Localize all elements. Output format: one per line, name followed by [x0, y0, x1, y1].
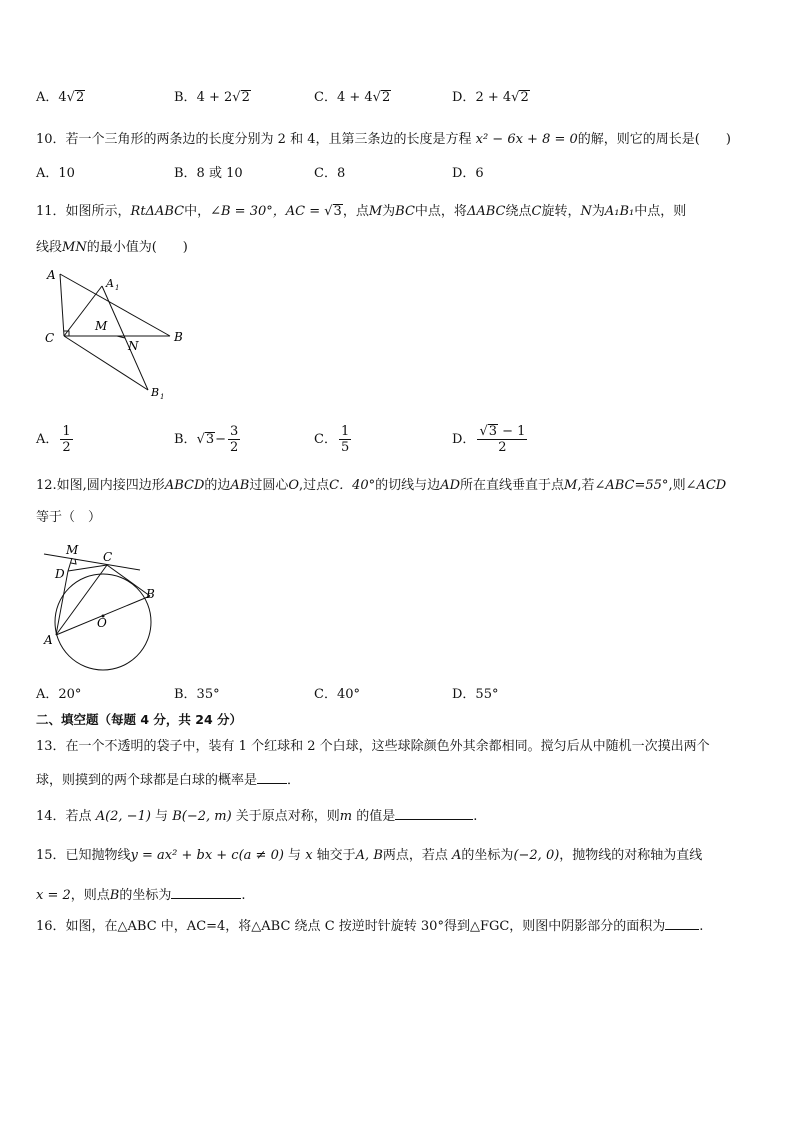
q11-stem-line1: 11．如图所示，RtΔABC中，∠B = 30°，AC = √3，点M为BC中点，将ΔABC绕点C旋转，N为A₁B₁中点，则 [36, 204, 687, 219]
q12-seg-cb [107, 565, 150, 596]
q12-label-d: D [55, 567, 65, 581]
q10-option-a[interactable]: A．10 [36, 166, 75, 181]
q9-options [36, 86, 756, 110]
q11-option-c[interactable]: C． $\frac{1}{5}$ [314, 424, 350, 455]
q12-label-m: M [66, 543, 79, 557]
q11-label-a1: A [106, 277, 114, 290]
q10-stem: 10．若一个三角形的两条边的长度分别为 2 和 4，且第三条边的长度是方程 x² − 6x + 8 = 0的解，则它的周长是( ) [36, 132, 731, 147]
q13-stem-line2: 球，则摸到的两个球都是白球的概率是 ． [36, 769, 300, 791]
q12-option-a[interactable]: A．20° [36, 687, 82, 702]
q12-option-c[interactable]: C．40° [314, 687, 360, 702]
section-fill-in-heading: 二、填空题（每题 4 分，共 24 分） [36, 712, 243, 727]
q11-label-c: C [45, 331, 55, 345]
q10-options [36, 162, 756, 186]
q16-stem: 16．如图，在△ABC 中，AC=4，将△ABC 绕点 C 按逆时针旋转 30°得到△FGC，则图中阴影部分的面积为 . [36, 915, 703, 937]
q12-label-o: O [97, 616, 107, 630]
q12-option-d[interactable]: D．55° [452, 687, 499, 702]
q12-stem-line1: 12.如图,圆内接四边形ABCD的边AB过圆心O,过点C．40°的切线与边AD所在直线垂直于点M,若∠ABC=55°,则∠ACD [36, 478, 727, 493]
q14-answer-blank[interactable] [395, 805, 473, 820]
q15-stem-line2: x = 2，则点B的坐标为 . [36, 884, 246, 906]
q11-seg-ac [60, 274, 64, 336]
q15-stem-line1: 15．已知抛物线y = ax² + bx + c(a ≠ 0) 与 x 轴交于A, B两点，若点 A的坐标为(−2, 0)，抛物线的对称轴为直线 [36, 848, 703, 863]
q13-stem-line1: 13．在一个不透明的袋子中，装有 1 个红球和 2 个白球，这些球除颜色外其余都相同。搅匀后从中随机一次摸出两个 [36, 739, 710, 754]
q11-stem-line2: 线段MN的最小值为( ) [36, 240, 188, 255]
q12-label-b: B [146, 587, 155, 601]
q12-seg-dc [68, 565, 107, 571]
q12-label-a: A [44, 633, 53, 647]
q11-option-b[interactable]: B．√3− $\frac{3}{2}$ [174, 424, 239, 455]
q9-option-c[interactable]: C．4 + 4√2 [314, 90, 391, 105]
q11-figure [36, 262, 196, 406]
q13-answer-blank[interactable] [257, 769, 287, 784]
q9-option-b[interactable]: B．4 + 2√2 [174, 90, 250, 105]
q11-option-d[interactable]: D． $\frac{√3 - 1}{2}$ [452, 424, 526, 455]
q11-label-b: B [174, 330, 183, 344]
q12-option-b[interactable]: B．35° [174, 687, 220, 702]
q10-option-c[interactable]: C．8 [314, 166, 346, 181]
q9-option-d[interactable]: D．2 + 4√2 [452, 90, 529, 105]
q12-label-c: C [103, 550, 113, 564]
q11-option-a[interactable]: A． $\frac{1}{2}$ [36, 424, 71, 455]
q9-option-a[interactable]: A．4√2 [36, 90, 85, 105]
q11-label-b1-sub: 1 [160, 393, 165, 401]
q11-label-a1-sub: 1 [115, 284, 120, 292]
q14-stem: 14．若点 A(2, −1) 与 B(−2, m) 关于原点对称，则m 的值是 . [36, 805, 477, 827]
q11-label-m: M [95, 319, 108, 333]
q12-stem-line2: 等于（ ） [36, 510, 102, 525]
q15-answer-blank[interactable] [171, 884, 241, 899]
q10-option-b[interactable]: B．8 或 10 [174, 166, 243, 181]
q11-label-n: N [128, 339, 139, 353]
q12-options [36, 683, 756, 707]
q12-seg-dm [68, 558, 72, 571]
q12-figure [36, 540, 166, 674]
q10-option-d[interactable]: D．6 [452, 166, 484, 181]
q11-options [36, 424, 756, 464]
q16-answer-blank[interactable] [665, 915, 699, 930]
q11-label-b1: B [151, 386, 160, 399]
q11-label-a: A [47, 268, 56, 282]
